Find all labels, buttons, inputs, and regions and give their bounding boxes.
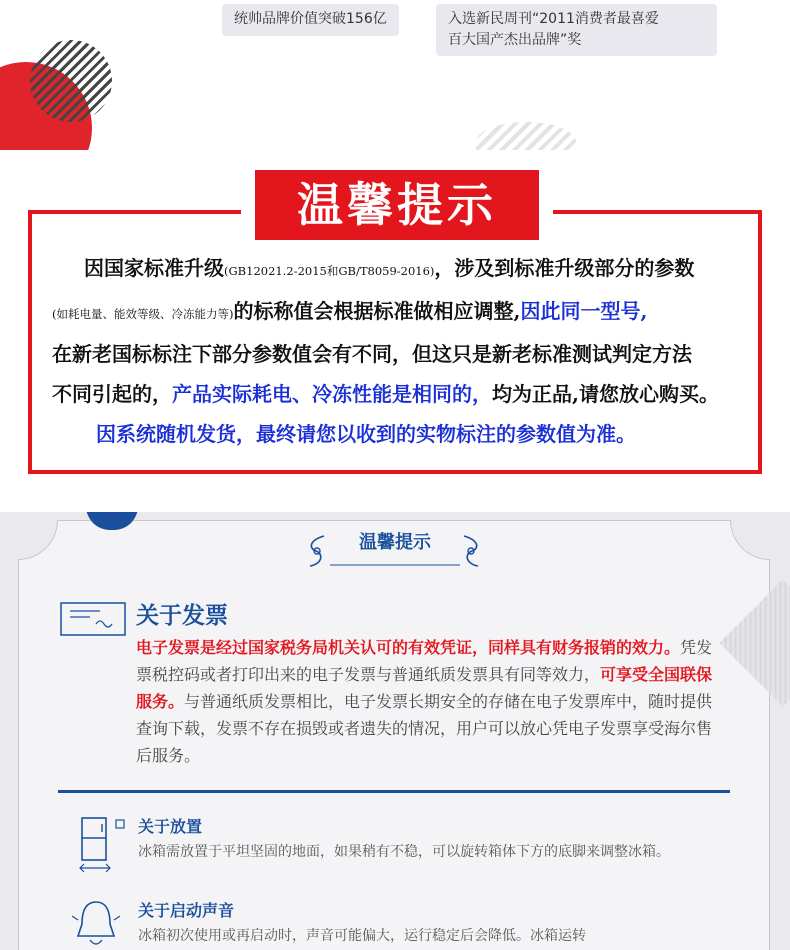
warm-tip-body bbox=[52, 248, 742, 454]
tip-text: 因国家标准升级 bbox=[84, 256, 224, 280]
placement-heading: 关于放置 bbox=[138, 817, 203, 836]
fridge-icon bbox=[78, 814, 128, 880]
award-text-line1: 入选新民周刊“2011消费者最喜爱 bbox=[448, 11, 659, 27]
tip-line-1 bbox=[52, 248, 742, 291]
tip-highlight: 因此同一型号, bbox=[520, 299, 648, 323]
swirl-right-icon bbox=[458, 534, 484, 574]
hatched-circle-decoration bbox=[30, 40, 112, 122]
award-text-line2: 百大国产杰出品牌”奖 bbox=[448, 32, 582, 48]
tip-line-2 bbox=[52, 291, 742, 334]
invoice-text bbox=[136, 634, 716, 769]
parameter-examples: (如耗电量、能效等级、冷冻能力等) bbox=[52, 307, 234, 321]
hatched-arc-decoration bbox=[476, 122, 576, 150]
section-divider bbox=[58, 790, 730, 793]
invoice-body: 与普通纸质发票相比，电子发票长期安全的存储在电子发票库中，随时提供查询下载，发票不存在损毁或者遗失的情况，用户可以放心凭电子发票享受海尔售后服务。 bbox=[136, 692, 713, 765]
invoice-highlight: 可享受全国联保服务。 bbox=[136, 665, 713, 711]
tip-line-5: 因系统随机发货，最终请您以收到的实物标注的参数值为准。 bbox=[96, 422, 636, 446]
warm-tip-title: 温馨提示 bbox=[255, 170, 539, 240]
warm-tip-section bbox=[0, 150, 790, 512]
tip-text: 不同引起的， bbox=[52, 382, 172, 406]
invoice-heading: 关于发票 bbox=[136, 603, 228, 629]
tip-text: ，涉及到标准升级部分的参数 bbox=[434, 256, 695, 280]
tip-text: 均为正品,请您放心购买。 bbox=[492, 382, 719, 406]
invoice-icon bbox=[60, 602, 126, 640]
standard-codes: (GB12021.2-2015和GB/T8059-2016) bbox=[224, 264, 435, 278]
tip-line-4 bbox=[52, 374, 742, 414]
startup-sound-text: 冰箱初次使用或再启动时，声音可能偏大，运行稳定后会降低。冰箱运转 bbox=[138, 928, 586, 944]
subtitle-underline bbox=[330, 564, 460, 566]
bell-icon bbox=[70, 896, 122, 950]
tip-text: 的标称值会根据标准做相应调整, bbox=[233, 299, 521, 323]
startup-sound-heading: 关于启动声音 bbox=[138, 901, 235, 920]
award-badge bbox=[436, 4, 717, 56]
tip-line-3: 在新老国标标注下部分参数值会有不同，但这只是新老标准测试判定方法 bbox=[52, 342, 692, 366]
placement-text: 冰箱需放置于平坦坚固的地面，如果稍有不稳，可以旋转箱体下方的底脚来调整冰箱。 bbox=[138, 844, 670, 860]
notes-section bbox=[0, 512, 790, 950]
top-banner bbox=[0, 0, 790, 150]
invoice-body: 凭发票税控码或者打印出来的电子发票与普通纸质发票具有同等效力， bbox=[136, 638, 713, 684]
tip-highlight: 产品实际耗电、冷冻性能是相同的， bbox=[172, 382, 492, 406]
brand-value-badge bbox=[222, 4, 399, 36]
brand-value-text: 统帅品牌价值突破156亿 bbox=[234, 11, 387, 27]
invoice-highlight: 电子发票是经过国家税务局机关认可的有效凭证，同样具有财务报销的效力。 bbox=[136, 638, 681, 657]
subtitle-text: 温馨提示 bbox=[359, 532, 431, 553]
